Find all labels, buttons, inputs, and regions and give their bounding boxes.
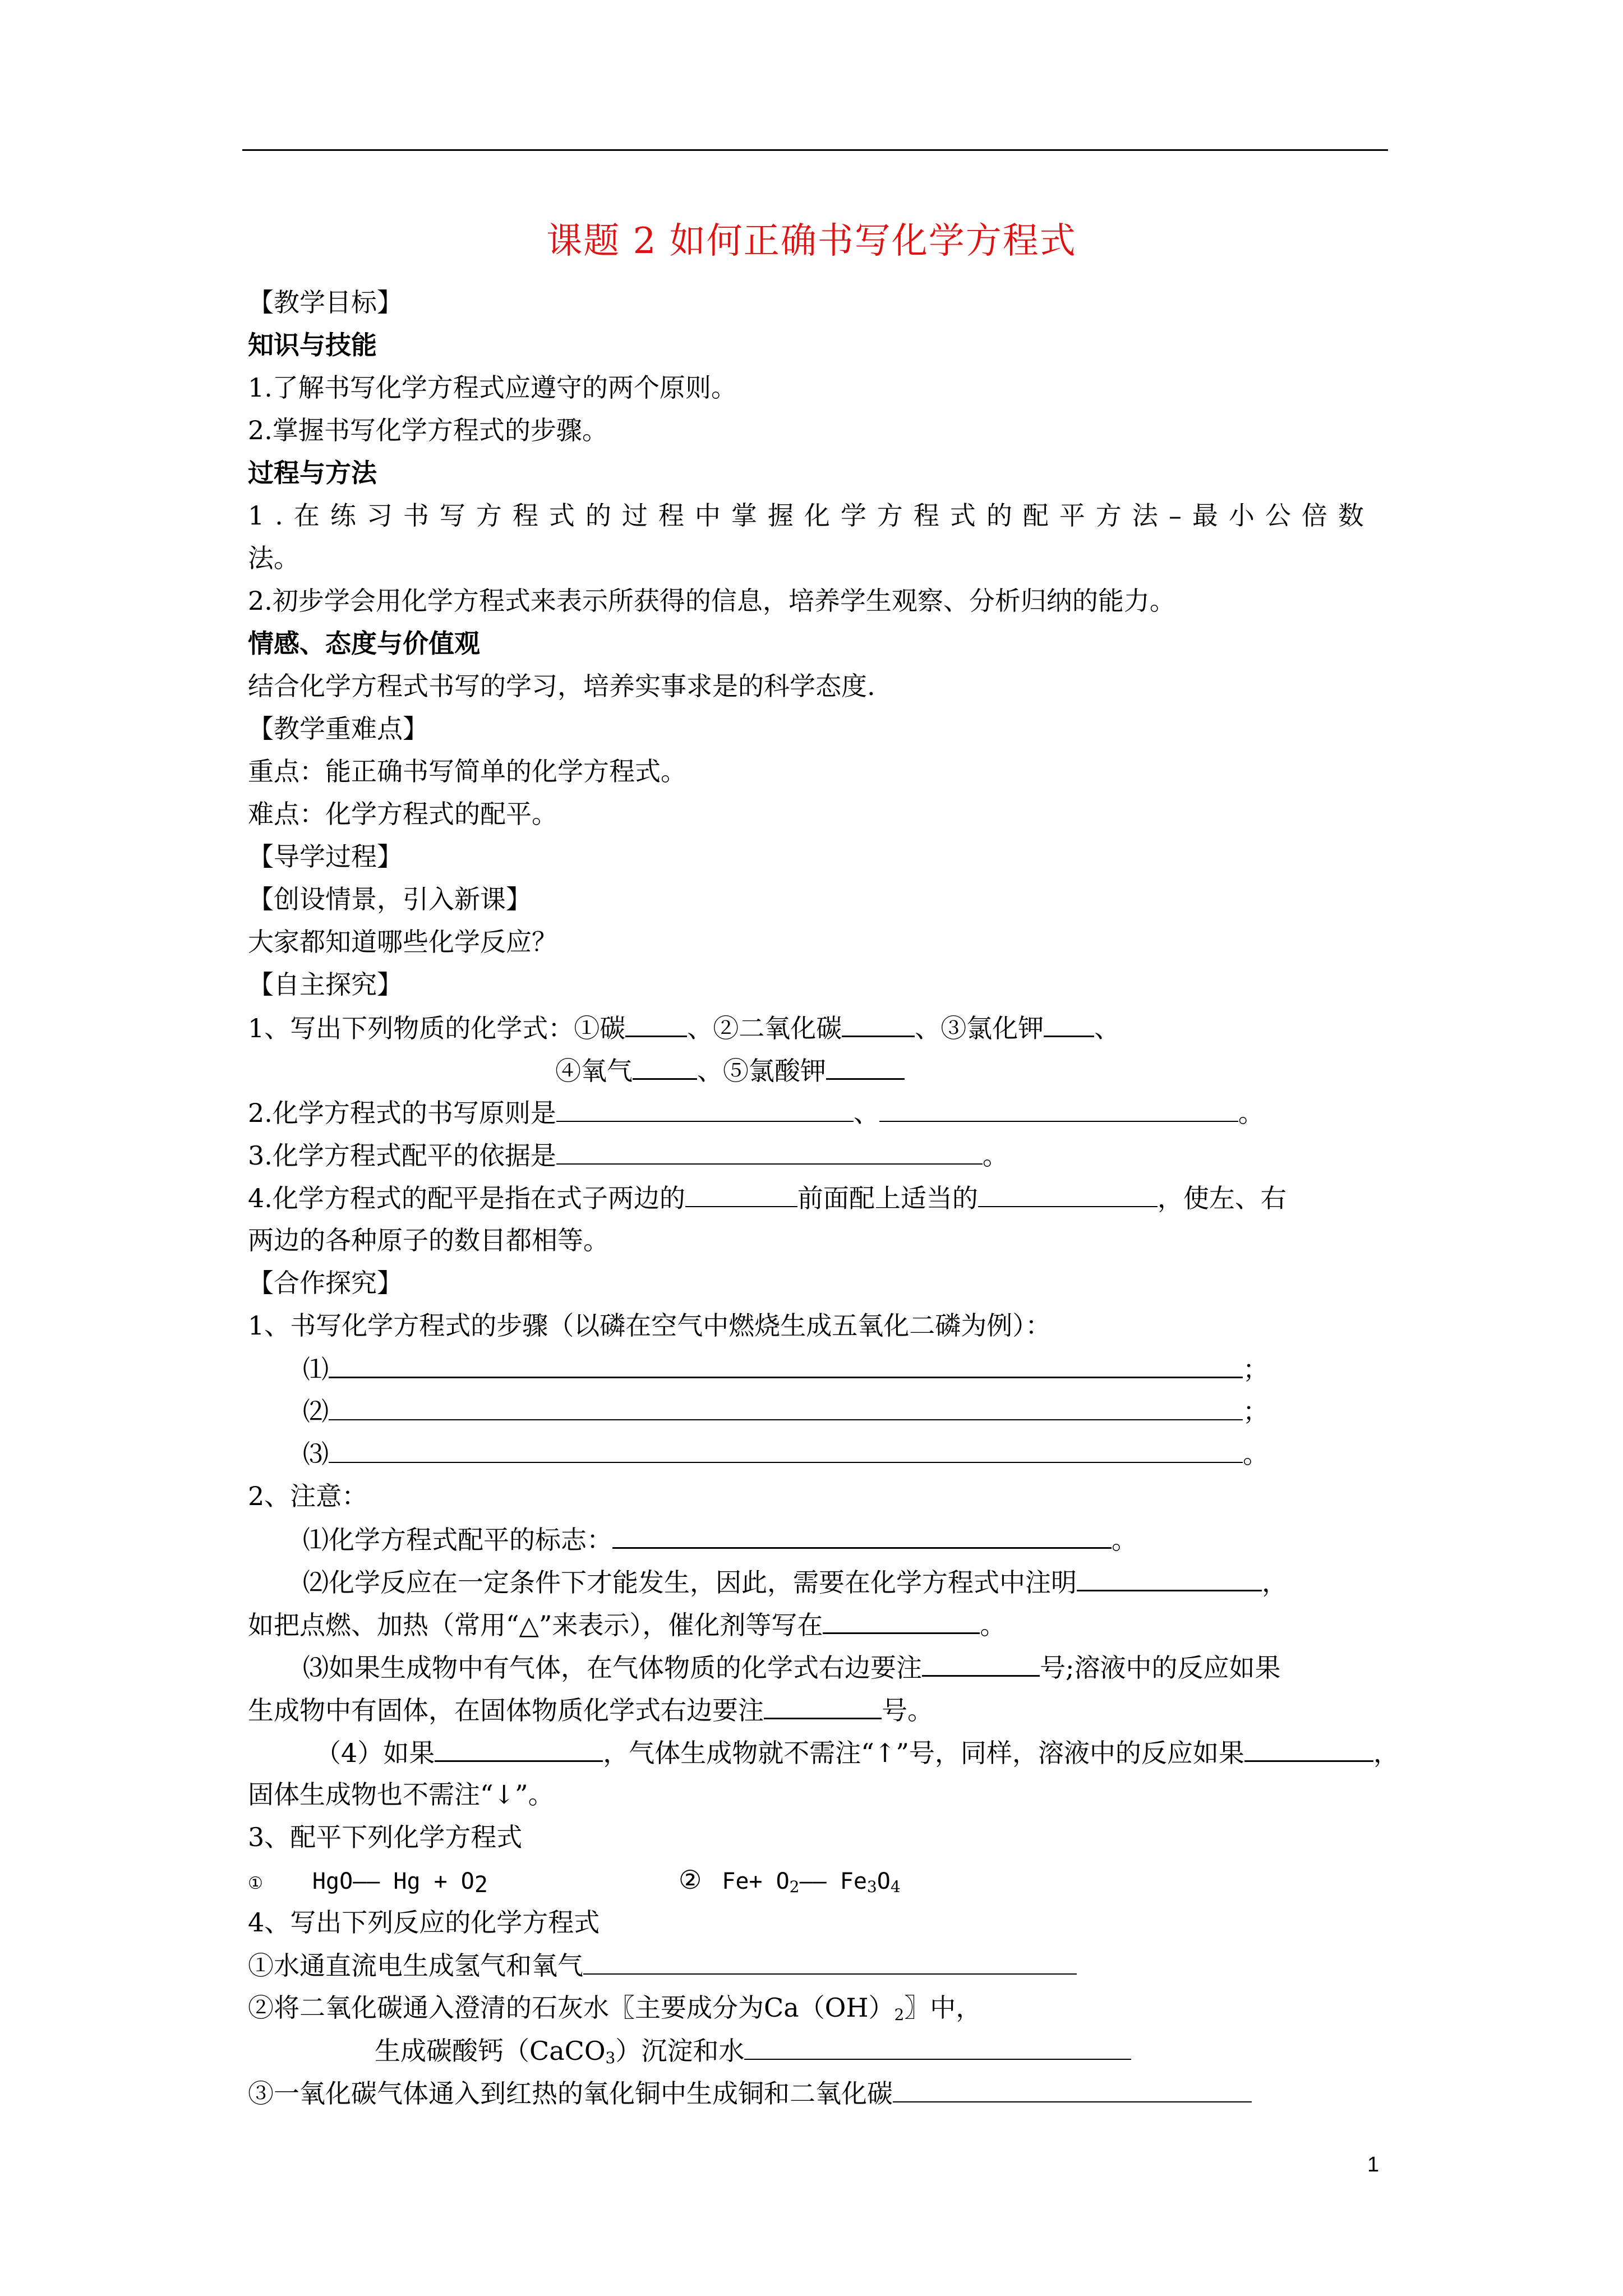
self-question-1: 1、写出下列物质的化学式：①碳 、②二氧化碳 、③氯化钾 、 [248, 1010, 1120, 1046]
goals-header: 【教学目标】 [248, 287, 403, 318]
step-2: ⑵ ； [303, 1393, 1269, 1429]
intro-question: 大家都知道哪些化学反应？ [248, 927, 557, 957]
blank-balance-mark[interactable] [612, 1521, 1112, 1549]
reaction-2: ②将二氧化碳通入澄清的石灰水〖主要成分为$Ca(OH)_2$〗中， [248, 1993, 982, 2024]
process-item-1: 1.在练习书写方程式的过程中掌握化学方程式的配平方法–最小公倍数 [248, 500, 1375, 531]
coop-header: 【合作探究】 [248, 1268, 403, 1298]
self-question-2: 2.化学方程式的书写原则是 、 。 [248, 1095, 1264, 1130]
note-2: ⑵化学反应在一定条件下才能发生，因此，需要在化学方程式中注明 ， [303, 1564, 1288, 1600]
note-2-cont: 如把点燃、加热（常用“△”来表示），催化剂等写在 。 [248, 1607, 1006, 1642]
write-header: 4、写出下列反应的化学方程式 [248, 1907, 600, 1938]
blank-kclo3[interactable] [826, 1052, 905, 1080]
note-4-cont: 固体生成物也不需注“↓”。 [248, 1779, 554, 1810]
blank-reaction-3[interactable] [893, 2076, 1252, 2102]
key-header: 【教学重难点】 [248, 714, 428, 744]
blank-step-2[interactable] [329, 1393, 1243, 1420]
self-study-header: 【自主探究】 [248, 969, 403, 1000]
self-question-4: 4.化学方程式的配平是指在式子两边的 前面配上适当的 ，使左、右 [248, 1180, 1287, 1216]
blank-principle-2[interactable] [879, 1095, 1238, 1122]
step-3: ⑶ 。 [303, 1436, 1269, 1471]
reaction-2-cont: 生成碳酸钙（CaCO$_3$）沉淀和水 [375, 2033, 1131, 2076]
notes-header: 2、注意： [248, 1481, 368, 1511]
reaction-3: ③一氧化碳气体通入到红热的氧化铜中生成铜和二氧化碳 [248, 2076, 1252, 2111]
blank-condition-position[interactable] [823, 1607, 980, 1634]
blank-conditions[interactable] [1077, 1564, 1262, 1591]
guide-header: 【导学过程】 [248, 841, 403, 872]
knowledge-item-1: 1.了解书写化学方程式应遵守的两个原则。 [248, 372, 737, 403]
self-question-3: 3.化学方程式配平的依据是 。 [248, 1138, 1008, 1173]
blank-balance-basis[interactable] [556, 1138, 983, 1165]
blank-solid-symbol[interactable] [764, 1692, 882, 1719]
intro-header: 【创设情景，引入新课】 [248, 884, 532, 914]
header-rule [242, 149, 1388, 151]
blank-step-1[interactable] [329, 1351, 1243, 1378]
blank-reaction-2[interactable] [744, 2033, 1131, 2060]
note-3-cont: 生成物中有固体，在固体物质化学式右边要注 号。 [248, 1692, 933, 1728]
emotion-item: 结合化学方程式书写的学习，培养实事求是的科学态度. [248, 671, 875, 701]
blank-co2[interactable] [842, 1010, 915, 1037]
page-title: 课题 2 如何正确书写化学方程式 [546, 220, 1077, 262]
blank-reaction-1[interactable] [583, 1948, 1077, 1975]
blank-gas-condition[interactable] [435, 1734, 603, 1762]
process-item-2: 2.初步学会用化学方程式来表示所获得的信息，培养学生观察、分析归纳的能力。 [248, 586, 1175, 616]
blank-step-3[interactable] [329, 1436, 1243, 1463]
self-question-4-cont: 两边的各种原子的数目都相等。 [248, 1225, 609, 1255]
blank-solid-condition[interactable] [1244, 1734, 1373, 1762]
coop-question-1: 1、书写化学方程式的步骤（以磷在空气中燃烧生成五氧化二磷为例）： [248, 1310, 1052, 1341]
blank-gas-symbol[interactable] [922, 1649, 1040, 1677]
knowledge-item-2: 2.掌握书写化学方程式的步骤。 [248, 415, 608, 445]
blank-carbon[interactable] [625, 1010, 687, 1037]
note-4: （4）如果 ，气体生成物就不需注“↑”号，同样，溶液中的反应如果 ， [315, 1734, 1399, 1770]
balance-header: 3、配平下列化学方程式 [248, 1822, 523, 1852]
self-question-1-cont: ④氧气 、⑤氯酸钾 [555, 1052, 905, 1088]
process-header: 过程与方法 [248, 458, 377, 488]
blank-coefficient[interactable] [978, 1180, 1158, 1207]
emotion-header: 情感、态度与价值观 [248, 628, 480, 659]
blank-oxygen[interactable] [633, 1052, 697, 1080]
step-1: ⑴ ； [303, 1351, 1269, 1387]
blank-formula-position[interactable] [685, 1180, 797, 1207]
blank-kcl[interactable] [1044, 1010, 1094, 1037]
key-point: 重点：能正确书写简单的化学方程式。 [248, 756, 686, 786]
note-1: ⑴化学方程式配平的标志： 。 [303, 1521, 1137, 1557]
note-3: ⑶如果生成物中有气体，在气体物质的化学式右边要注 号;溶液中的反应如果 [303, 1649, 1281, 1685]
reaction-1: ①水通直流电生成氢气和氧气 [248, 1948, 1077, 1983]
blank-principle-1[interactable] [556, 1095, 854, 1122]
process-item-1-cont: 法。 [248, 543, 299, 573]
knowledge-header: 知识与技能 [248, 330, 377, 360]
page-number: 1 [1367, 2153, 1380, 2177]
equation-2: ② $Fe+ O_2——$ $Fe_3O_4$ [679, 1865, 901, 1896]
difficult-point: 难点：化学方程式的配平。 [248, 799, 557, 829]
equation-1: ① HgO—— $Hg + O_2$ [248, 1869, 488, 1898]
